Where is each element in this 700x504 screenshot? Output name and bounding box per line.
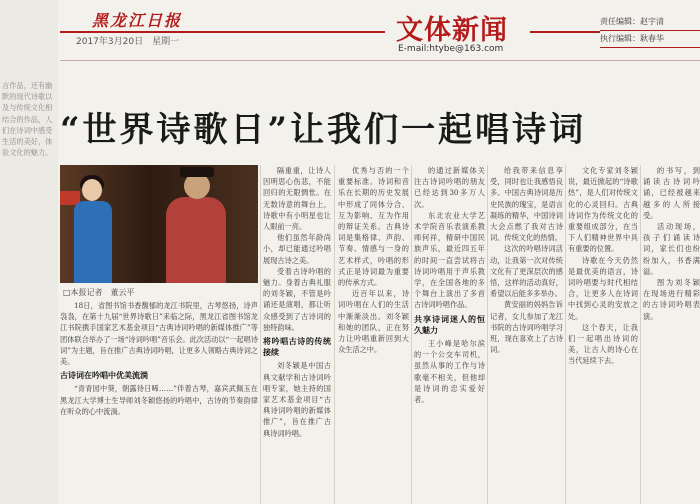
article-paragraph: 王小峰是哈尔滨的一个公交车司机，虽然从事的工作与诗歌毫不相关，但他却是诗词的忠实爱好者。: [414, 339, 485, 405]
article-photo: [60, 165, 258, 283]
issue-date: 2017年3月20日 星期一: [76, 37, 180, 47]
article-paragraph: 黄安丽的妈妈告诉记者，女儿参加了龙江书院的古诗词吟唱学习班，现在喜欢上了古诗词。: [490, 300, 563, 355]
article-column-2: [263, 165, 331, 504]
masthead-underline: [60, 60, 700, 61]
masthead-rule-right: [530, 31, 600, 33]
article-headline: “世界诗歌日”让我们一起唱诗词: [60, 110, 587, 150]
performer-head: [82, 179, 102, 201]
section-email: E-mail:htybe@163.com: [398, 44, 504, 54]
executive-editor: 执行编辑：耿春华: [600, 31, 700, 48]
article-paragraph: 图为刘冬颖在现场进行精彩的古诗词吟唱表演。: [643, 278, 700, 321]
masthead: [0, 0, 700, 72]
statue-hat: [180, 167, 214, 177]
responsible-editor: 责任编辑：赵宇清: [600, 14, 700, 31]
article-paragraph: 这个春天，让我们一起唱出诗词的美，让古人的诗心在当代延续下去。: [568, 322, 638, 366]
article-paragraph: 受着古诗吟唱的魅力。身着古典礼服的刘冬颖，不管是吟诵还是演唱，都让听众感受到了古诗词的独特韵味。: [263, 266, 331, 332]
article-subhead: 古诗词在吟唱中优美流淌: [60, 370, 148, 381]
article-paragraph: 文化专家刘冬颖说，最近掀起的“诗歌热”，是人们对传统文化的心灵回归。古典诗词作为传统文化的重要组成部分，在当下人们精神世界中具有重要的位置。: [568, 166, 638, 254]
article-paragraph: 东北农业大学艺术学院音乐表演系教师何祥，精研中国民族声乐，最近四五年的时间一直尝试将古诗词吟唱用于声乐教学，在全国各地的多个舞台上演出了多首古诗词吟唱作品。: [414, 210, 485, 310]
article-paragraph: 18日，省图书馆书香馥郁的龙江书院里，古琴悠扬，诗声袅袅，在第十九届“世界诗歌日”来临之际，黑龙江省图书馆龙江书院携手国家艺术基金项目“古典诗词吟唱的新媒体推广”等团体联合举办了一场“诗词吟唱”音乐会。此次活动以“一起唱诗词”为主题，旨在推广古典诗词吟唱，让更多人领略古典诗词之美。: [60, 301, 258, 367]
article-column-3: [338, 165, 409, 504]
article-paragraph: 他们虽然年龄尚小，却已能通过吟唱展现古诗之美。: [263, 233, 331, 265]
article-column-5: [490, 165, 563, 504]
article-column-1: [60, 300, 258, 504]
article-paragraph: 给我带来信息享受，同时也让我感悟良多。中国古典诗词是历史民族的瑰宝，是语言凝练的精华，中国诗词大会点燃了我对古诗词、传统文化的热情。: [490, 166, 563, 243]
left-margin-strip: [0, 0, 58, 504]
left-margin-text: 言作品，还有幽默的现代诗歌以及与传统文化相结合的作品，人们在诗词中感受生活的美好，体验文化的魅力。: [2, 81, 53, 158]
column-divider: [487, 165, 488, 504]
column-divider: [411, 165, 412, 504]
article-column-4: [414, 165, 485, 504]
photo-caption: □本报记者 董云平: [63, 288, 135, 297]
article-paragraph: 这次的吟唱诗词活动，让我第一次对传统文化有了更深层次的感悟，这样的活动真好，希望以后能多多举办。: [490, 244, 563, 299]
article-subhead: 将吟唱古诗的传统接续: [263, 336, 331, 358]
performer-figure: [74, 201, 112, 283]
newspaper-logo: 黑龙江日报: [92, 11, 183, 30]
column-divider: [640, 165, 641, 504]
section-title: 文体新闻: [396, 15, 508, 46]
article-paragraph: 优秀与否的一个重要标准。诗词和音乐在长期的历史发展中形成了同体分合、互为影响、互为作用的辩证关系。古典诗词是集格律、声韵、节奏、情感与一身的艺术样式，吟唱的形式正是诗词最为重要的传承方式。: [338, 166, 409, 288]
article-column-6: [568, 165, 638, 504]
article-column-7: [643, 165, 700, 504]
article-paragraph: 的书写，到诵读古诗词吟诵，已经被越来越多的人所接受。: [643, 166, 700, 220]
article-paragraph: 活动现场，孩子们诵读诗词，家长们也纷纷加入，书香满溢。: [643, 222, 700, 276]
article-paragraph: 的通过新媒体关注古诗词吟唱的朋友已经达到30多万人次。: [414, 166, 485, 209]
column-divider: [565, 165, 566, 504]
article-paragraph: “青青园中葵，朝露待日晞……”伴着古琴，嘉宾武佩玉在黑龙江大学博士生导师刘冬颖悠扬的吟唱中，古诗的节奏韵律在听众的心中流淌。: [60, 384, 258, 416]
article-paragraph: 近百年以来，诗词吟唱在人们的生活中渐渐淡出。刘冬颖和她的团队，正在努力让吟唱重新回到大众生活之中。: [338, 289, 409, 355]
statue-figure: [166, 197, 226, 283]
article-paragraph: 隔重重，让诗人因明思心伤悲，不能回归的无限惆怅。在无数诗意的舞台上，诗歌中有小明星也让人眼前一亮。: [263, 166, 331, 232]
column-divider: [334, 165, 335, 504]
article-paragraph: 刘冬颖是中国古典文献学和古诗词吟唱专家，她主持的国家艺术基金项目“古典诗词吟唱的新媒体推广”，旨在推广古典诗词吟唱。: [263, 361, 331, 438]
editor-credits: [600, 14, 700, 48]
masthead-rule-left: [60, 31, 385, 33]
article-subhead: 共享诗词迷人的恒久魅力: [414, 313, 485, 335]
article-paragraph: 诗歌在今天仍然是最优美的语言，诗词吟唱要与时代相结合，让更多人在诗词中找到心灵的安放之处。: [568, 255, 638, 321]
column-divider: [260, 165, 261, 504]
